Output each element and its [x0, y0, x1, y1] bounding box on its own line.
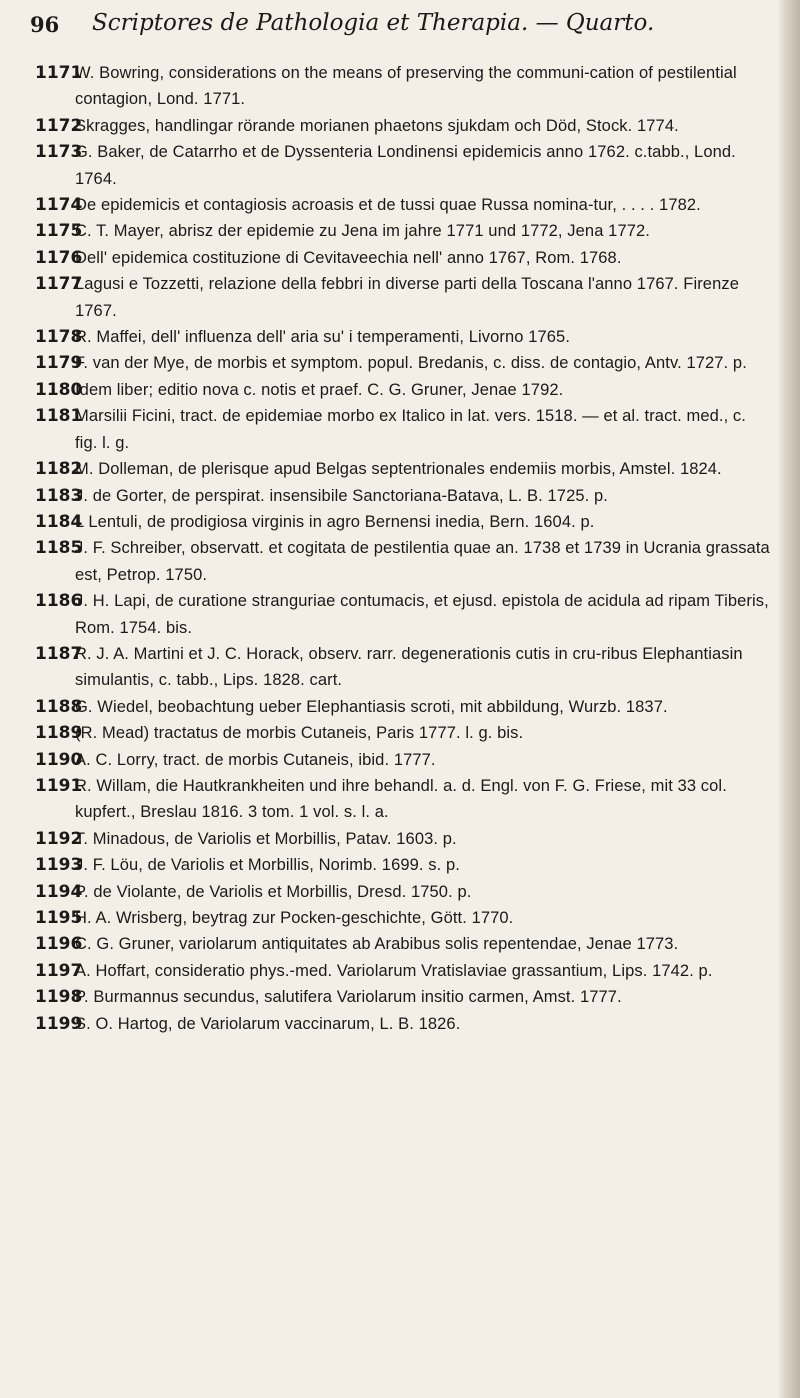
entry-text: C. T. Mayer, abrisz der epidemie zu Jena im jahre 1771 und 1772, Jena 1772. — [75, 222, 650, 241]
entry-number: 1185 — [35, 538, 83, 559]
entry-text: J. F. Löu, de Variolis et Morbillis, Norimb. 1699. s. p. — [75, 856, 460, 875]
entry-number: 1182 — [35, 459, 83, 480]
entry-text: Marsilii Ficini, tract. de epidemiae morbo ex Italico in lat. vers. 1518. — et al. tract. med., c. fig. l. g. — [75, 407, 746, 452]
entry-number: 1192 — [35, 828, 83, 849]
entry-number: 1191 — [35, 775, 83, 796]
bibliography-entry — [35, 984, 770, 1010]
entry-text: Lagusi e Tozzetti, relazione della febbri in diverse parti della Toscana l'anno 1767. Firenze 1767. — [75, 275, 739, 320]
entry-text: P. Burmannus secundus, salutifera Variolarum insitio carmen, Amst. 1777. — [75, 988, 622, 1007]
page-edge-shadow — [778, 0, 800, 1398]
bibliography-entry — [35, 456, 770, 482]
entry-number: 1184 — [35, 511, 83, 532]
bibliography-entry — [35, 1011, 770, 1037]
entry-number: 1176 — [35, 247, 83, 268]
entry-number: 1188 — [35, 696, 83, 717]
bibliography-entry — [35, 958, 770, 984]
bibliography-entry — [35, 826, 770, 852]
entry-number: 1173 — [35, 142, 83, 163]
bibliography-entry — [35, 509, 770, 535]
bibliography-entry — [35, 377, 770, 403]
bibliography-entry — [35, 60, 770, 113]
entry-number: 1172 — [35, 115, 83, 136]
bibliography-entry — [35, 192, 770, 218]
bibliography-entry — [35, 245, 770, 271]
entry-number: 1178 — [35, 327, 83, 348]
bibliography-entry — [35, 139, 770, 192]
entry-number: 1183 — [35, 485, 83, 506]
entry-text: Skragges, handlingar rörande morianen phaetons sjukdam och Död, Stock. 1774. — [75, 116, 679, 135]
bibliography-entry — [35, 931, 770, 957]
bibliography-list — [35, 60, 770, 1037]
entry-number: 1189 — [35, 723, 83, 744]
entry-text: R. Willam, die Hautkrankheiten und ihre behandl. a. d. Engl. von F. G. Friese, mit 33 col. kupfert., Breslau 1816. 3 tom. 1 vol. s. l. a. — [75, 776, 727, 822]
entry-text: J. de Gorter, de perspirat. insensibile Sanctoriana-Batava, L. B. 1725. p. — [75, 486, 608, 505]
entry-number: 1187 — [35, 643, 83, 664]
entry-number: 1197 — [35, 960, 83, 981]
bibliography-entry — [35, 324, 770, 350]
bibliography-entry — [35, 271, 770, 324]
entry-text: L Lentuli, de prodigiosa virginis in agro Bernensi inedia, Bern. 1604. p. — [75, 512, 595, 531]
running-title: Scriptores de Pathologia et Therapia. — Quarto. — [92, 10, 655, 36]
entry-text: A. Hoffart, consideratio phys.-med. Variolarum Vratislaviae grassantium, Lips. 1742. p. — [75, 961, 713, 980]
bibliography-entry — [35, 852, 770, 878]
entry-text: G. Wiedel, beobachtung ueber Elephantiasis scroti, mit abbildung, Wurzb. 1837. — [75, 697, 668, 716]
entry-text: (R. Mead) tractatus de morbis Cutaneis, Paris 1777. l. g. bis. — [75, 724, 524, 743]
entry-text: M. Dolleman, de plerisque apud Belgas septentrionales endemiis morbis, Amstel. 1824. — [75, 460, 722, 479]
entry-text: S. O. Hartog, de Variolarum vaccinarum, L. B. 1826. — [75, 1014, 461, 1033]
entry-text: R. J. A. Martini et J. C. Horack, observ. rarr. degenerationis cutis in cru-ribus Elephantiasin simulantis, c. tabb., Lips. 1828. cart. — [75, 644, 743, 690]
bibliography-entry — [35, 720, 770, 746]
entry-number: 1194 — [35, 881, 83, 902]
entry-number: 1199 — [35, 1013, 83, 1034]
entry-number: 1196 — [35, 934, 83, 955]
bibliography-entry — [35, 747, 770, 773]
bibliography-entry — [35, 113, 770, 139]
bibliography-entry — [35, 218, 770, 244]
entry-number: 1171 — [35, 63, 83, 83]
bibliography-entry — [35, 879, 770, 905]
page-header — [30, 6, 770, 42]
bibliography-entry — [35, 588, 770, 641]
entry-number: 1198 — [35, 987, 83, 1008]
entry-number: 1186 — [35, 591, 83, 612]
bibliography-entry — [35, 694, 770, 720]
entry-number: 1193 — [35, 855, 83, 876]
entry-number: 1181 — [35, 406, 83, 427]
entry-text: Dell' epidemica costituzione di Cevitaveechia nell' anno 1767, Rom. 1768. — [75, 248, 622, 267]
bibliography-entry — [35, 483, 770, 509]
entry-text: De epidemicis et contagiosis acroasis et de tussi quae Russa nomina-tur, . . . . 1782. — [75, 196, 701, 215]
entry-text: A. C. Lorry, tract. de morbis Cutaneis, ibid. 1777. — [75, 750, 436, 769]
entry-number: 1174 — [35, 195, 83, 216]
bibliography-entry — [35, 773, 770, 826]
entry-text: R. Maffei, dell' influenza dell' aria su' i temperamenti, Livorno 1765. — [75, 328, 571, 347]
entry-number: 1177 — [35, 274, 83, 295]
entry-text: G. Baker, de Catarrho et de Dyssenteria Londinensi epidemicis anno 1762. c.tabb., Lond. 1764. — [75, 143, 736, 188]
entry-text: H. A. Wrisberg, beytrag zur Pocken-geschichte, Gött. 1770. — [75, 909, 514, 927]
entry-number: 1180 — [35, 379, 83, 400]
entry-text: P. de Violante, de Variolis et Morbillis, Dresd. 1750. p. — [75, 882, 472, 901]
bibliography-entry — [35, 641, 770, 694]
entry-number: 1190 — [35, 749, 83, 770]
entry-text: J. H. Lapi, de curatione stranguriae contumacis, et ejusd. epistola de acidula ad ripam Tiberis, Rom. 1754. bis. — [75, 592, 769, 637]
entry-number: 1195 — [35, 908, 83, 928]
entry-text: W. Bowring, considerations on the means of preserving the communi-cation of pestilential contagion, Lond. 1771. — [75, 64, 737, 109]
bibliography-entry — [35, 535, 770, 588]
entry-text: T. Minadous, de Variolis et Morbillis, Patav. 1603. p. — [75, 829, 457, 848]
bibliography-entry — [35, 905, 770, 931]
page-number: 96 — [30, 12, 60, 37]
entry-text: J. F. Schreiber, observatt. et cogitata de pestilentia quae an. 1738 et 1739 in Ucrania grassata est, Petrop. 1750. — [75, 539, 770, 584]
bibliography-entry — [35, 350, 770, 376]
entry-text: C. G. Gruner, variolarum antiquitates ab Arabibus solis repentendae, Jenae 1773. — [75, 935, 679, 954]
entry-number: 1175 — [35, 221, 83, 242]
entry-text: Idem liber; editio nova c. notis et praef. C. G. Gruner, Jenae 1792. — [75, 380, 564, 399]
entry-number: 1179 — [35, 353, 83, 374]
entry-text: F. van der Mye, de morbis et symptom. popul. Bredanis, c. diss. de contagio, Antv. 1727. p. — [75, 354, 747, 373]
bibliography-entry — [35, 403, 770, 456]
